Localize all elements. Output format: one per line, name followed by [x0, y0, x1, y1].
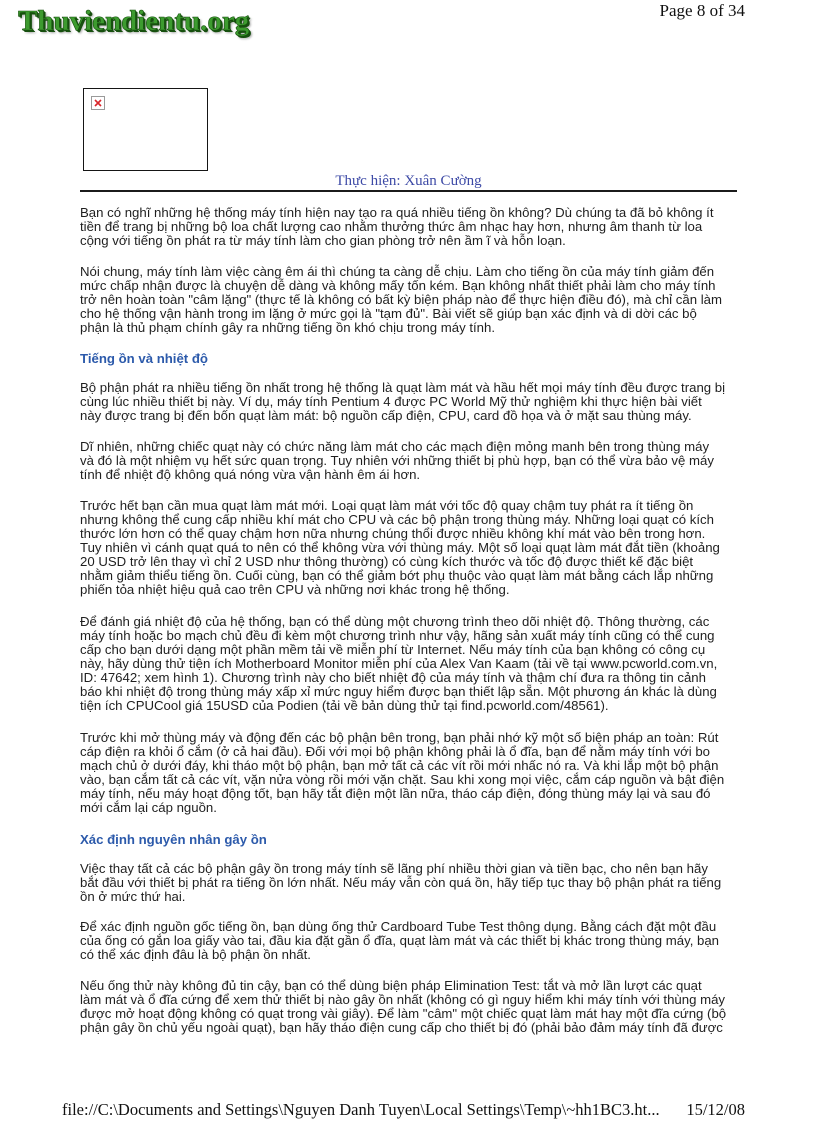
text-line: ồn ở mức thứ hai. — [80, 889, 186, 904]
text-line: mức chấp nhận được là chuyện dễ dàng và không mấy tốn kém. Bạn không nhất thiết phải làm cho máy tính — [80, 278, 716, 293]
text-line: có thể xác định đâu là bộ phận ồn nhất. — [80, 947, 311, 962]
text-line: của ống có gắn loa giấy vào tai, đầu kia đặt gần ổ đĩa, quạt làm mát và các thiết bị khác trong thùng máy, bạn — [80, 933, 720, 948]
paragraph-4 — [80, 440, 714, 482]
text-line: mạch chủ ở dưới đáy, khi tháo một bộ phận, bạn mở tất cả các vít rồi mới nhấc nó ra. Và khi lắp một bộ phận — [80, 758, 719, 773]
text-line: Tuy nhiên vì cánh quạt quá to nên có thể không vừa với thùng máy. Một số loại quạt làm mát đắt tiền (khoảng — [80, 540, 720, 555]
text-line: Bạn có nghĩ những hệ thống máy tính hiện nay tạo ra quá nhiều tiếng ồn không? Dù chúng ta đã bỏ không ít — [80, 205, 714, 220]
text-line: cộng với tiếng ồn phát ra từ máy tính làm cho gian phòng trở nên ầm ĩ và hỗn loạn. — [80, 233, 566, 248]
text-line: Trước hết bạn cần mua quạt làm mát mới. Loại quạt làm mát với tốc độ quay chậm tuy phát ra ít tiếng ồn — [80, 498, 694, 513]
text-line: phận là thủ phạm chính gây ra những tiếng ồn khó chịu trong máy tính. — [80, 320, 495, 335]
paragraph-9 — [80, 920, 719, 962]
paragraph-intro — [80, 206, 714, 248]
article-body — [80, 0, 780, 1060]
text-line: cùng lúc nhiều thiết bị này. Ví dụ, máy tính Pentium 4 được PC World Mỹ thử nghiệm khi thực hiện bài viết — [80, 394, 702, 409]
text-line: Để đánh giá nhiệt độ của hệ thống, bạn có thể dùng một chương trình theo dõi nhiệt độ. Thông thường, các — [80, 614, 710, 629]
text-line: và đó là một nhiệm vụ hết sức quan trọng. Tuy nhiên với những thiết bị phù hợp, bạn có thể vừa bảo vệ máy — [80, 453, 714, 468]
paragraph-2 — [80, 265, 722, 335]
text-line: cho hệ thống vận hành trong im lặng ở mức gọi là "tạm đủ". Bài viết sẽ giúp bạn xác định và di dời các bộ — [80, 306, 697, 321]
text-line: Dĩ nhiên, những chiếc quạt này có chức năng làm mát cho các mạch điện mỏng manh bên trong thùng máy — [80, 439, 710, 454]
text-line: này, hãy dùng thử tiện ích Motherboard Monitor miễn phí của Alex Van Kaam (tải về tại www.pcworld.com.vn, — [80, 656, 718, 671]
text-line: Nói chung, máy tính làm việc càng êm ái thì chúng ta càng dễ chịu. Làm cho tiếng ồn của máy tính giảm đến — [80, 264, 715, 279]
section-heading-noise-causes: Xác định nguyên nhân gây ồn — [80, 832, 267, 847]
paragraph-7 — [80, 731, 724, 815]
text-line: máy tính hoặc bo mạch chủ đều đi kèm một chương trình như vậy, hãng sản xuất máy tính cũng có thể cung — [80, 628, 715, 643]
text-line: Trước khi mở thùng máy và động đến các bộ phận bên trong, bạn phải nhớ kỹ một số biện pháp an toàn: Rút — [80, 730, 719, 745]
print-date: 15/12/08 — [686, 1100, 745, 1119]
text-line: bắt đầu với thiết bị phát ra tiếng ồn lớn nhất. Nếu máy vẫn còn quá ồn, hãy tiếp tục thay bộ phận phát ra tiếng — [80, 875, 722, 890]
text-line: Nếu ống thử này không đủ tin cậy, bạn có thể dùng biện pháp Elimination Test: tắt và mở lần lượt các quạt — [80, 978, 702, 993]
text-line: cáp điện ra khỏi ổ cắm (ở cả hai đầu). Đối với mọi bộ phận không phải là ổ đĩa, bạn để nằm máy tính với bo — [80, 744, 710, 759]
text-line: Việc thay tất cả các bộ phận gây ồn trong máy tính sẽ lãng phí nhiều thời gian và tiền bạc, cho nên bạn hãy — [80, 861, 708, 876]
text-line: 20 USD trở lên thay vì chỉ 2 USD như thông thường) có cùng kích thước và tốc độ được thiết kế đặc biệt — [80, 554, 694, 569]
text-line: tiện ích CPUCool giá 15USD của Podien (tải về bản dùng thử tại find.pcworld.com/48561). — [80, 698, 609, 713]
section-heading-noise-temperature: Tiếng ồn và nhiệt độ — [80, 351, 208, 366]
paragraph-5 — [80, 499, 720, 597]
file-path: file://C:\Documents and Settings\Nguyen Danh Tuyen\Local Settings\Temp\~hh1BC3.ht... — [62, 1100, 660, 1119]
paragraph-8 — [80, 862, 721, 904]
text-line: trở nên hoàn toàn "câm lặng" (thực tế là không có bất kỳ biện pháp nào để thực hiện điều đó), mà chỉ cần làm — [80, 292, 722, 307]
paragraph-6 — [80, 615, 717, 713]
text-line: nhằm giảm thiểu tiếng ồn. Cuối cùng, bạn có thể giảm bớt phụ thuộc vào quạt làm mát bằng cách lắp những — [80, 568, 714, 583]
text-line: ID: 47642; xem hình 1). Chương trình này cho biết nhiệt độ của máy tính và thậm chí đưa ra thông tin cảnh — [80, 670, 706, 685]
page-indicator: Page 8 of 34 — [659, 1, 745, 20]
text-line: vào, bạn cắm tất cả các vít, vặn nửa vòng rồi mới vặn chặt. Sau khi xong mọi việc, cắm cáp nguồn và bật điện — [80, 772, 725, 787]
text-line: phiến tỏa nhiệt hiệu quả cao trên CPU và những nơi khác trong hệ thống. — [80, 582, 510, 597]
text-line: máy tính, nếu máy hoạt động tốt, bạn hãy tắt điện một lần nữa, tháo cáp điện, đóng thùng máy lại và sau đó — [80, 786, 711, 801]
byline: Thực hiện: Xuân Cường — [335, 173, 482, 189]
text-line: tính để nhiệt độ không quá nóng vừa vận hành êm ái hơn. — [80, 467, 421, 482]
site-logo: Thuviendientu.org — [18, 5, 250, 37]
text-line: làm mát và ổ đĩa cứng để xem thử thiết bị nào gây ồn nhất (không có gì nguy hiểm khi máy tính với thùng máy — [80, 992, 725, 1007]
text-line: Để xác định nguồn gốc tiếng ồn, bạn dùng ống thử Cardboard Tube Test thông dụng. Bằng cách đặt một đầu — [80, 919, 717, 934]
paragraph-3 — [80, 381, 725, 423]
text-line: này được trang bị đến bốn quạt làm mát: bộ nguồn cấp điện, CPU, card đồ họa và ở mặt sau thùng máy. — [80, 408, 692, 423]
text-line: nhưng không thể cung cấp nhiều khí mát cho CPU và các bộ phận trong thùng máy. Những loại quạt có kích — [80, 512, 714, 527]
text-line: được mở hoạt động không có quạt trong vài giây). Để làm "câm" một chiếc quạt làm mát hay một đĩa cứng (bộ — [80, 1006, 727, 1021]
text-line: Bộ phận phát ra nhiều tiếng ồn nhất trong hệ thống là quạt làm mát và hầu hết mọi máy tính đều được trang bị — [80, 380, 726, 395]
print-footer — [62, 1100, 745, 1120]
text-line: thước lớn hơn có thể quay chậm hơn nữa nhưng chúng thổi được nhiều không khí mát vào bên trong hơn. — [80, 526, 706, 541]
paragraph-10 — [80, 979, 726, 1035]
text-line: mới cắm lại cáp nguồn. — [80, 800, 217, 815]
text-line: phận gây ồn chủ yếu ngoài quạt), bạn hãy tháo điện cung cấp cho thiết bị đó (phải bảo đảm máy tính đã được — [80, 1020, 723, 1035]
text-line: cấp cho bạn dưới dạng một phần mềm tải về miễn phí từ Internet. Nếu máy tính của bạn không có công cụ — [80, 642, 706, 657]
text-line: báo khi nhiệt độ trong thùng máy xấp xỉ mức nguy hiểm được bạn thiết lập sẵn. Một phương án khác là dùng — [80, 684, 717, 699]
text-line: tiền để trang bị những bộ loa chất lượng cao nhằm thưởng thức âm nhạc hay hơn, nhưng âm thanh từ loa — [80, 219, 703, 234]
